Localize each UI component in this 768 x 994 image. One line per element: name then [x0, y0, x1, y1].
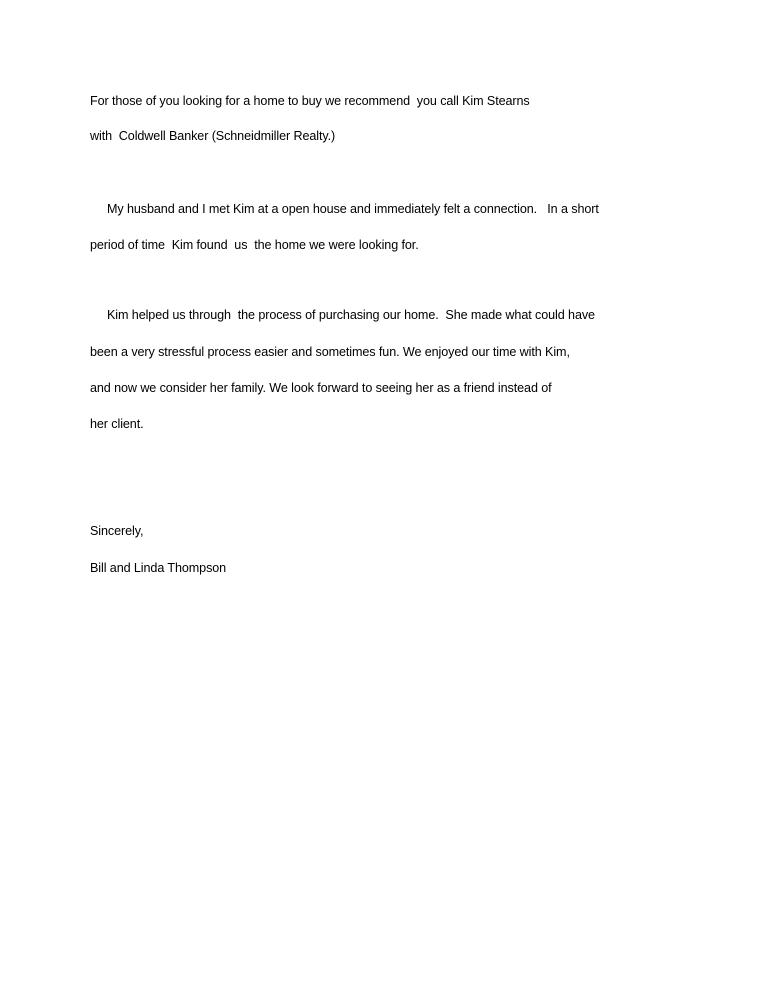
signature: Bill and Linda Thompson — [90, 561, 227, 575]
paragraph-two-line-3: and now we consider her family. We look forward to seeing her as a friend instead of — [90, 381, 552, 395]
intro-line-1: For those of you looking for a home to buy we recommend you call Kim Stearns — [90, 94, 530, 108]
paragraph-one-line-2: period of time Kim found us the home we were looking for. — [90, 238, 419, 252]
paragraph-two-line-4: her client. — [90, 417, 144, 431]
paragraph-two-line-2: been a very stressful process easier and sometimes fun. We enjoyed our time with Kim, — [90, 345, 570, 359]
paragraph-two-line-1: Kim helped us through the process of purchasing our home. She made what could have — [107, 308, 595, 322]
paragraph-one-line-1: My husband and I met Kim at a open house and immediately felt a connection. In a short — [107, 202, 599, 216]
closing: Sincerely, — [90, 524, 144, 538]
intro-line-2: with Coldwell Banker (Schneidmiller Realty.) — [90, 129, 336, 143]
